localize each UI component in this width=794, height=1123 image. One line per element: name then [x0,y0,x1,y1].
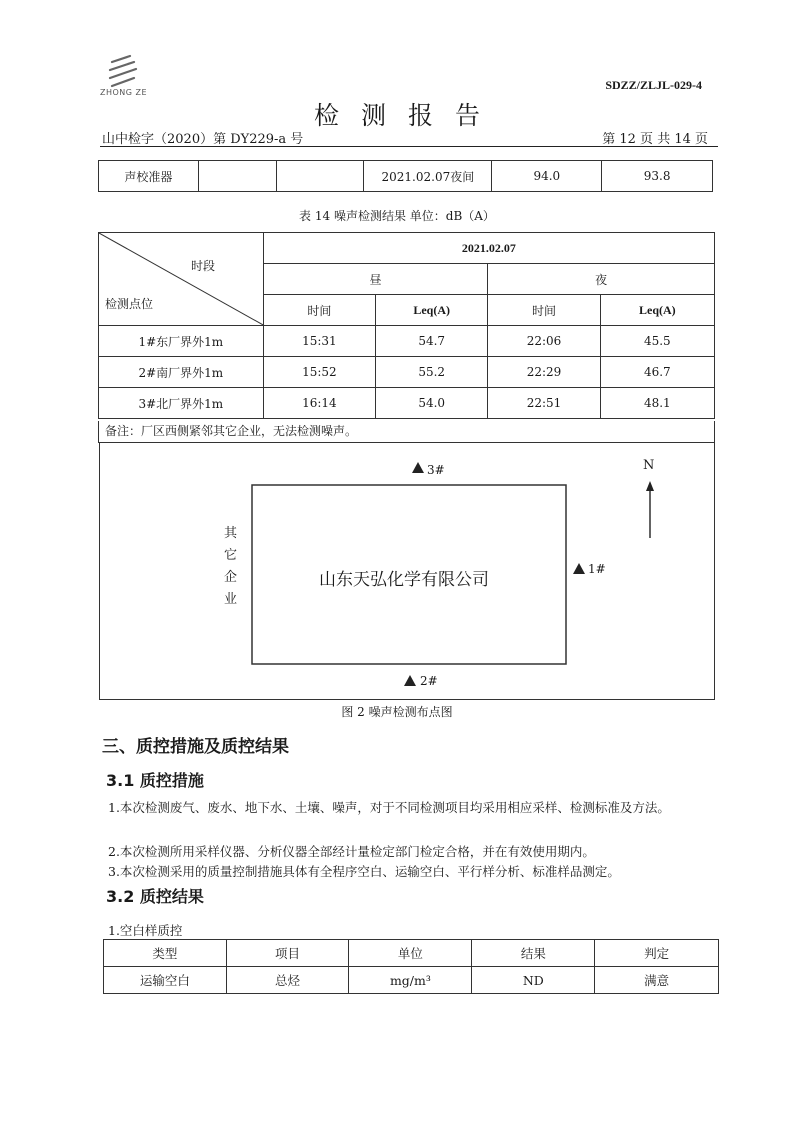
table-cell: 94.0 [492,161,602,192]
noise-layout-diagram [99,443,715,700]
table-cell: 满意 [595,967,719,994]
header-rule [100,146,718,147]
col-time-header: 时间 [263,295,375,326]
document-number: SDZZ/ZLJL-029-4 [605,78,702,92]
value-cell: 16:14 [263,388,375,419]
north-label: N [643,458,655,473]
header-cell: 结果 [472,940,595,967]
table-note: 备注：厂区西侧紧邻其它企业，无法检测噪声。 [98,421,715,443]
table-cell: 2021.02.07夜间 [364,161,492,192]
table-row [99,388,715,419]
logo-text: ZHONG ZE [100,88,148,97]
col-time-header: 时间 [488,295,600,326]
value-cell: 22:51 [488,388,600,419]
value-cell: 55.2 [376,357,488,388]
value-cell: 48.1 [600,388,714,419]
col-leq-header: Leq(A) [600,295,714,326]
diagonal-line [99,233,265,326]
point-3-marker [412,462,424,473]
point-1-marker [573,563,585,574]
section-heading: 三、质控措施及质控结果 [102,737,289,757]
page-info: 第 12 页 共 14 页 [602,132,708,147]
point-2-marker [404,675,416,686]
paragraph-3: 3.本次检测采用的质量控制措施具体有全程序空白、运输空白、平行样分析、标准样品测定。 [108,864,620,879]
noise-results-table [98,232,715,419]
point-cell: 2#南厂界外1m [99,357,264,388]
point-3-label: 3# [427,463,445,477]
table-cell: 总烃 [226,967,349,994]
point-1-label: 1# [588,562,606,576]
point-2-label: 2# [420,674,438,688]
north-arrow-head [646,481,654,491]
value-cell: 15:31 [263,326,375,357]
table-cell [198,161,276,192]
paragraph-1: 1.本次检测废气、废水、地下水、土壤、噪声，对于不同检测项目均采用相应采样、检测标准及方法。 [108,800,670,815]
header-cell: 单位 [349,940,472,967]
value-cell: 54.0 [376,388,488,419]
value-cell: 54.7 [376,326,488,357]
table-cell [276,161,364,192]
value-cell: 45.5 [600,326,714,357]
company-name: 山东天弘化学有限公司 [319,570,489,590]
value-cell: 15:52 [263,357,375,388]
table-row [104,967,719,994]
calibration-table [98,160,713,192]
table-cell: ND [472,967,595,994]
table-row [99,326,715,357]
header-cell: 项目 [226,940,349,967]
report-number: 山中检字（2020）第 DY229-a 号 [102,132,304,147]
table14-caption: 表 14 噪声检测结果 单位：dB（A） [299,209,495,223]
table-cell: 声校准器 [99,161,199,192]
point-cell: 1#东厂界外1m [99,326,264,357]
figure-caption: 图 2 噪声检测布点图 [341,705,453,719]
table-row [99,161,713,192]
header-cell: 判定 [595,940,719,967]
header-cell: 类型 [104,940,227,967]
table-cell: 93.8 [602,161,713,192]
west-neighbor-label: 其它企业 [224,526,238,607]
paragraph-2: 2.本次检测所用采样仪器、分析仪器全部经计量检定部门检定合格，并在有效使用期内。 [108,844,595,859]
blank-sample-table [103,939,719,994]
point-cell: 3#北厂界外1m [99,388,264,419]
date-header: 2021.02.07 [263,233,714,264]
corner-bottom-label: 检测点位 [105,297,154,311]
value-cell: 22:06 [488,326,600,357]
corner-header [99,233,264,326]
table-cell: 运输空白 [104,967,227,994]
page-title: 检测报告 [313,101,502,130]
value-cell: 22:29 [488,357,600,388]
subsection-heading-31: 3.1 质控措施 [106,771,204,790]
table-cell: mg/m³ [349,967,472,994]
blank-sample-label: 1.空白样质控 [108,923,183,938]
col-leq-header: Leq(A) [376,295,488,326]
value-cell: 46.7 [600,357,714,388]
subsection-heading-32: 3.2 质控结果 [106,887,204,906]
table-row [99,357,715,388]
day-header: 昼 [263,264,488,295]
night-header: 夜 [488,264,715,295]
corner-top-label: 时段 [191,259,216,273]
table-header-row [104,940,719,967]
